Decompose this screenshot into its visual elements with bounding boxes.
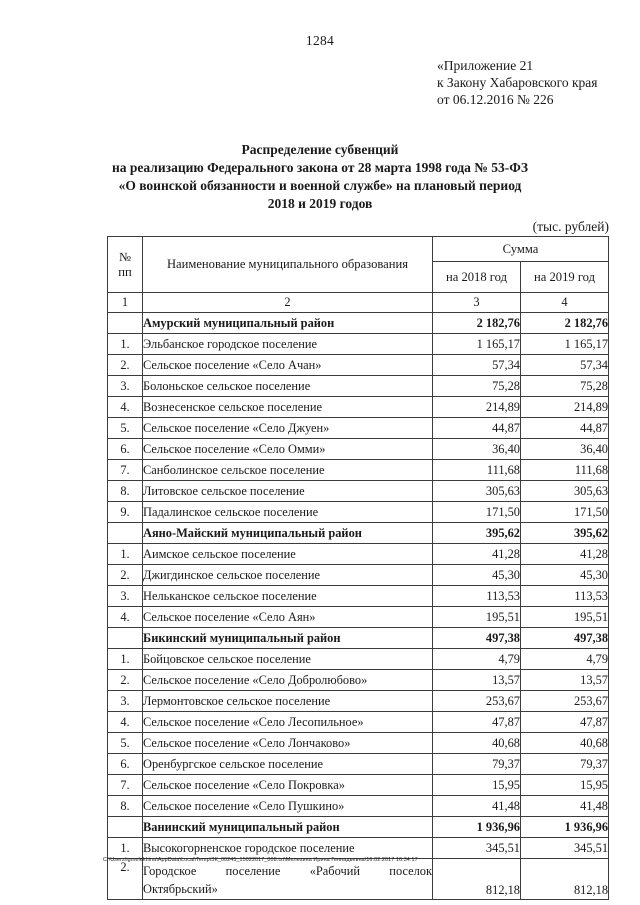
- row-number-cell: [108, 628, 143, 649]
- column-number-3: 3: [433, 293, 521, 313]
- table-row: [108, 649, 609, 670]
- title-line-4: 2018 и 2019 годов: [267, 196, 373, 211]
- municipality-name-cell: Ванинский муниципальный район: [143, 817, 433, 838]
- row-number-cell: 8.: [108, 481, 143, 502]
- header-municipality-name: Наименование муниципального образования: [143, 237, 433, 293]
- column-number-4: 4: [521, 293, 609, 313]
- municipality-name-cell: Амурский муниципальный район: [143, 313, 433, 334]
- table-row: [108, 376, 609, 397]
- row-number-cell: 4.: [108, 712, 143, 733]
- amount-2018-cell: 4,79: [433, 649, 521, 670]
- amount-2019-cell: 812,18: [521, 859, 609, 900]
- footer-file-path: C:\Users\igmelekhina\AppData\Local\Temp\ЗК_00245_15022017_008.txt\Мелехина Ирина Геннадьевна\16.02.2017 16:34:17: [103, 857, 418, 863]
- table-row: [108, 607, 609, 628]
- appendix-line-1: «Приложение 21: [437, 58, 534, 73]
- row-number-cell: 2.: [108, 670, 143, 691]
- municipality-name-cell: Сельское поселение «Село Покровка»: [143, 775, 433, 796]
- title-line-3: «О воинской обязанности и военной службе» на плановый период: [118, 178, 522, 193]
- amount-2018-cell: 41,28: [433, 544, 521, 565]
- municipality-name-cell: Болоньское сельское поселение: [143, 376, 433, 397]
- amount-2019-cell: 44,87: [521, 418, 609, 439]
- row-number-cell: 6.: [108, 439, 143, 460]
- amount-2018-cell: 13,57: [433, 670, 521, 691]
- row-number-cell: 9.: [108, 502, 143, 523]
- amount-2019-cell: 41,28: [521, 544, 609, 565]
- table-row: [108, 670, 609, 691]
- municipality-name-cell: Нельканское сельское поселение: [143, 586, 433, 607]
- amount-2018-cell: 40,68: [433, 733, 521, 754]
- amount-2018-cell: 305,63: [433, 481, 521, 502]
- amount-2018-cell: 111,68: [433, 460, 521, 481]
- amount-2019-cell: 4,79: [521, 649, 609, 670]
- amount-2019-cell: 111,68: [521, 460, 609, 481]
- title-line-1: Распределение субвенций: [241, 142, 399, 157]
- row-number-cell: 1.: [108, 544, 143, 565]
- row-number-cell: [108, 523, 143, 544]
- amount-2019-cell: 36,40: [521, 439, 609, 460]
- amount-2019-cell: 497,38: [521, 628, 609, 649]
- row-number-cell: 8.: [108, 796, 143, 817]
- table-row: [108, 439, 609, 460]
- amount-2018-cell: 395,62: [433, 523, 521, 544]
- subventions-table-wrapper: [107, 236, 608, 900]
- table-row: [108, 397, 609, 418]
- row-number-cell: 7.: [108, 775, 143, 796]
- municipality-name-cell: Сельское поселение «Село Аян»: [143, 607, 433, 628]
- table-row: [108, 775, 609, 796]
- municipality-name-line-2: Октябрьский»: [143, 882, 218, 896]
- amount-2018-cell: 1 165,17: [433, 334, 521, 355]
- row-number-cell: 4.: [108, 607, 143, 628]
- amount-2018-cell: 171,50: [433, 502, 521, 523]
- row-number-cell: 2.: [108, 859, 143, 900]
- amount-2019-cell: 2 182,76: [521, 313, 609, 334]
- amount-2018-cell: 15,95: [433, 775, 521, 796]
- amount-2018-cell: 45,30: [433, 565, 521, 586]
- amount-2018-cell: 812,18: [433, 859, 521, 900]
- municipality-name-cell: Бойцовское сельское поселение: [143, 649, 433, 670]
- municipality-name-cell: Лермонтовское сельское поселение: [143, 691, 433, 712]
- amount-2018-cell: 1 936,96: [433, 817, 521, 838]
- amount-2018-cell: 41,48: [433, 796, 521, 817]
- row-number-cell: 1.: [108, 334, 143, 355]
- amount-2018-cell: 44,87: [433, 418, 521, 439]
- table-row: [108, 502, 609, 523]
- row-number-cell: 1.: [108, 649, 143, 670]
- table-row: [108, 817, 609, 838]
- amount-2019-cell: 1 936,96: [521, 817, 609, 838]
- amount-2018-cell: 253,67: [433, 691, 521, 712]
- table-row: [108, 460, 609, 481]
- amount-2019-cell: 41,48: [521, 796, 609, 817]
- amount-2019-cell: 75,28: [521, 376, 609, 397]
- table-row: [108, 859, 609, 900]
- appendix-line-2: к Закону Хабаровского края: [437, 75, 598, 90]
- table-row: [108, 355, 609, 376]
- amount-2019-cell: 171,50: [521, 502, 609, 523]
- municipality-name-cell: Аяно-Майский муниципальный район: [143, 523, 433, 544]
- municipality-name-cell: Вознесенское сельское поселение: [143, 397, 433, 418]
- row-number-cell: 3.: [108, 691, 143, 712]
- header-row-number: [108, 237, 143, 293]
- amount-2019-cell: 1 165,17: [521, 334, 609, 355]
- amount-2018-cell: 79,37: [433, 754, 521, 775]
- row-number-cell: 6.: [108, 754, 143, 775]
- municipality-name-cell: Аимское сельское поселение: [143, 544, 433, 565]
- page-number: 1284: [305, 33, 335, 48]
- amount-2018-cell: 195,51: [433, 607, 521, 628]
- table-row: [108, 733, 609, 754]
- table-row: [108, 712, 609, 733]
- municipality-name-cell: Санболинское сельское поселение: [143, 460, 433, 481]
- subventions-table: [107, 236, 609, 900]
- amount-2018-cell: 47,87: [433, 712, 521, 733]
- amount-2019-cell: 214,89: [521, 397, 609, 418]
- municipality-name-cell: Сельское поселение «Село Лончаково»: [143, 733, 433, 754]
- amount-2018-cell: 113,53: [433, 586, 521, 607]
- row-number-cell: 7.: [108, 460, 143, 481]
- table-row: [108, 754, 609, 775]
- column-number-row: [108, 293, 609, 313]
- table-row: [108, 628, 609, 649]
- amount-2019-cell: 13,57: [521, 670, 609, 691]
- municipality-name-cell: Сельское поселение «Село Джуен»: [143, 418, 433, 439]
- row-number-cell: 1.: [108, 838, 143, 859]
- table-row: [108, 691, 609, 712]
- appendix-line-3: от 06.12.2016 № 226: [437, 92, 554, 107]
- table-row: [108, 586, 609, 607]
- amount-2019-cell: 47,87: [521, 712, 609, 733]
- header-number-line-1: №: [118, 249, 132, 264]
- amount-2019-cell: 345,51: [521, 838, 609, 859]
- table-header-row-1: [108, 237, 609, 262]
- units-note: (тыс. рублей): [532, 219, 609, 234]
- row-number-cell: 2.: [108, 355, 143, 376]
- amount-2019-cell: 195,51: [521, 607, 609, 628]
- table-row: [108, 313, 609, 334]
- municipality-name-cell: Литовское сельское поселение: [143, 481, 433, 502]
- row-number-cell: [108, 817, 143, 838]
- amount-2019-cell: 253,67: [521, 691, 609, 712]
- table-row: [108, 544, 609, 565]
- municipality-name-cell: [143, 859, 433, 900]
- table-row: [108, 334, 609, 355]
- table-body: [108, 293, 609, 900]
- document-title: [60, 141, 580, 213]
- amount-2019-cell: 79,37: [521, 754, 609, 775]
- amount-2018-cell: 214,89: [433, 397, 521, 418]
- municipality-name-cell: Сельское поселение «Село Ачан»: [143, 355, 433, 376]
- row-number-cell: [108, 313, 143, 334]
- amount-2018-cell: 345,51: [433, 838, 521, 859]
- municipality-name-cell: Падалинское сельское поселение: [143, 502, 433, 523]
- amount-2018-cell: 57,34: [433, 355, 521, 376]
- title-line-2: на реализацию Федерального закона от 28 марта 1998 года № 53-ФЗ: [112, 160, 528, 175]
- amount-2019-cell: 57,34: [521, 355, 609, 376]
- column-number-1: 1: [108, 293, 143, 313]
- table-head: [108, 237, 609, 293]
- municipality-name-cell: Эльбанское городское поселение: [143, 334, 433, 355]
- header-year-2019: на 2019 год: [521, 262, 609, 293]
- header-year-2018: на 2018 год: [433, 262, 521, 293]
- table-row: [108, 523, 609, 544]
- municipality-name-line-1: Городское поселение «Рабочий поселок: [143, 864, 432, 878]
- amount-2019-cell: 45,30: [521, 565, 609, 586]
- column-number-2: 2: [143, 293, 433, 313]
- row-number-cell: 4.: [108, 397, 143, 418]
- municipality-name-cell: Сельское поселение «Село Добролюбово»: [143, 670, 433, 691]
- amount-2019-cell: 395,62: [521, 523, 609, 544]
- table-row: [108, 838, 609, 859]
- amount-2018-cell: 75,28: [433, 376, 521, 397]
- appendix-reference-block: [437, 57, 598, 108]
- row-number-cell: 5.: [108, 733, 143, 754]
- amount-2019-cell: 15,95: [521, 775, 609, 796]
- amount-2019-cell: 305,63: [521, 481, 609, 502]
- municipality-name-cell: Сельское поселение «Село Лесопильное»: [143, 712, 433, 733]
- header-number-line-2: пп: [118, 264, 132, 279]
- amount-2019-cell: 40,68: [521, 733, 609, 754]
- municipality-name-cell: Сельское поселение «Село Омми»: [143, 439, 433, 460]
- table-row: [108, 418, 609, 439]
- table-row: [108, 796, 609, 817]
- row-number-cell: 3.: [108, 586, 143, 607]
- row-number-cell: 2.: [108, 565, 143, 586]
- table-row: [108, 565, 609, 586]
- municipality-name-cell: Оренбургское сельское поселение: [143, 754, 433, 775]
- municipality-name-cell: Высокогорненское городское поселение: [143, 838, 433, 859]
- municipality-name-cell: Бикинский муниципальный район: [143, 628, 433, 649]
- amount-2019-cell: 113,53: [521, 586, 609, 607]
- row-number-cell: 5.: [108, 418, 143, 439]
- header-sum-group: Сумма: [433, 237, 609, 262]
- amount-2018-cell: 36,40: [433, 439, 521, 460]
- row-number-cell: 3.: [108, 376, 143, 397]
- table-row: [108, 481, 609, 502]
- amount-2018-cell: 2 182,76: [433, 313, 521, 334]
- municipality-name-cell: Джигдинское сельское поселение: [143, 565, 433, 586]
- amount-2018-cell: 497,38: [433, 628, 521, 649]
- municipality-name-cell: Сельское поселение «Село Пушкино»: [143, 796, 433, 817]
